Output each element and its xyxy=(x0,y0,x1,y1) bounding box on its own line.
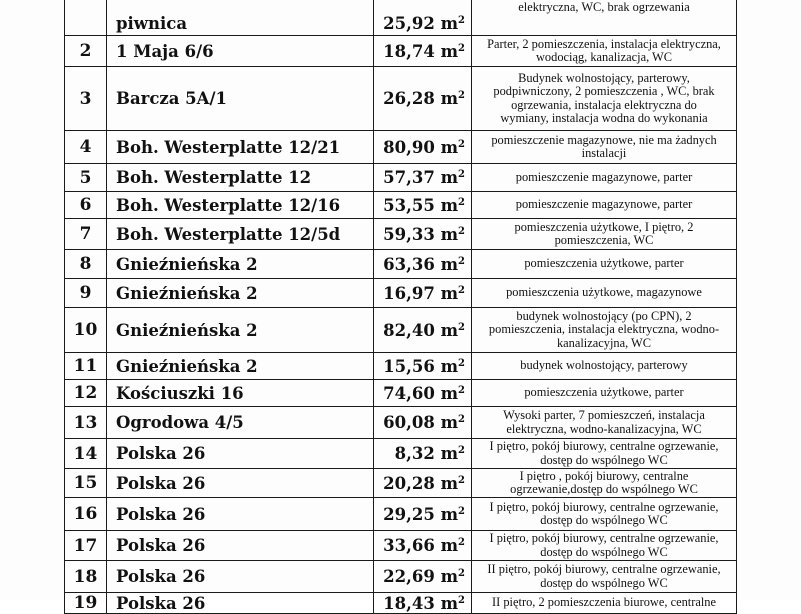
address-cell xyxy=(107,498,374,531)
description-cell xyxy=(472,531,737,561)
row-number-cell xyxy=(65,36,107,67)
area-unit: m xyxy=(440,593,459,613)
address-cell xyxy=(107,164,374,192)
area-unit-exp: 2 xyxy=(458,537,465,548)
area-unit-exp: 2 xyxy=(458,445,465,456)
area-value: 57,37 xyxy=(383,168,435,187)
row-number-cell xyxy=(65,308,107,353)
area-value: 18,43 xyxy=(383,593,435,613)
description-line: instalacji xyxy=(581,146,627,160)
row-number: 17 xyxy=(73,535,98,556)
table-row xyxy=(65,561,737,593)
area-cell xyxy=(374,250,472,279)
table-row xyxy=(65,531,737,561)
description-line: wymiany, instalacja wodna do wykonania xyxy=(500,111,708,125)
area-value: 82,40 xyxy=(383,320,435,340)
area-cell xyxy=(374,593,472,614)
table-row xyxy=(65,439,737,469)
area-unit-exp: 2 xyxy=(458,414,465,425)
area-unit: m xyxy=(440,168,459,187)
description-line: I piętro, pokój biurowy, centralne ogrzewanie, xyxy=(489,439,719,453)
row-number: 12 xyxy=(73,383,98,403)
area-unit-exp: 2 xyxy=(458,594,465,606)
description-line: pomieszczenia użytkowe, magazynowe xyxy=(506,285,702,300)
table-row xyxy=(65,192,737,219)
description-cell xyxy=(472,279,737,308)
fragment-label: piwnica xyxy=(116,13,188,33)
area-unit: m xyxy=(440,473,459,493)
area-cell xyxy=(374,67,472,131)
row-number-cell xyxy=(65,192,107,219)
area-cell xyxy=(374,164,472,192)
address-cell xyxy=(107,469,374,498)
description-line: dostęp do wspólnego WC xyxy=(540,513,668,527)
table-row xyxy=(65,279,737,308)
area-value: 29,25 xyxy=(383,504,435,524)
address-text: Barcza 5A/1 xyxy=(116,89,227,108)
row-number: 10 xyxy=(73,320,98,340)
address-text: Boh. Westerplatte 12/5d xyxy=(116,224,341,244)
row-number: 13 xyxy=(73,412,98,433)
description-line: pomieszczenia użytkowe, I piętro, 2 xyxy=(514,219,694,234)
row-number-cell xyxy=(65,353,107,380)
address-cell xyxy=(107,531,374,561)
area-unit-exp: 2 xyxy=(458,474,465,486)
area-unit: m xyxy=(440,254,459,274)
row-number-cell xyxy=(65,593,107,614)
address-text: Gnieźnieńska 2 xyxy=(116,320,258,340)
area-cell xyxy=(374,308,472,353)
row-number-cell xyxy=(65,131,107,164)
area-cell xyxy=(374,407,472,439)
row-number: 3 xyxy=(79,88,92,109)
area-cell xyxy=(374,561,472,593)
description-cell xyxy=(472,0,737,36)
address-text: Kościuszki 16 xyxy=(116,383,244,403)
area-cell xyxy=(374,531,472,561)
description-line: elektryczna, wodno-kanalizacyjna, WC xyxy=(506,421,702,436)
area-unit-exp: 2 xyxy=(458,196,465,208)
description-cell xyxy=(472,250,737,279)
description-line: dostęp do wspólnego WC xyxy=(540,452,668,467)
area-unit: m xyxy=(440,195,459,215)
table-row xyxy=(65,67,737,131)
address-text: 1 Maja 6/6 xyxy=(116,41,214,61)
area-value: 63,36 xyxy=(383,254,435,274)
table-row xyxy=(65,407,737,439)
description-line: Budynek wolnostojący, parterowy, xyxy=(518,70,690,85)
row-number: 2 xyxy=(79,41,92,61)
area-unit-exp: 2 xyxy=(458,568,465,579)
address-text: Ogrodowa 4/5 xyxy=(116,413,244,432)
address-cell xyxy=(107,67,374,131)
area-cell xyxy=(374,353,472,380)
area-unit: m xyxy=(440,13,459,33)
row-number: 19 xyxy=(73,593,98,613)
table-row xyxy=(65,308,737,353)
area-value: 33,66 xyxy=(383,536,435,555)
property-table xyxy=(64,0,737,614)
table-row xyxy=(65,250,737,279)
address-cell xyxy=(107,308,374,353)
fragment-desc: elektryczna, WC, brak ogrzewania xyxy=(518,0,690,15)
address-cell xyxy=(107,192,374,219)
area-unit-exp: 2 xyxy=(458,284,465,296)
description-line: pomieszczenia, instalacja elektryczna, wodno- xyxy=(488,322,720,337)
area-unit: m xyxy=(440,383,459,403)
description-cell xyxy=(472,439,737,469)
area-unit: m xyxy=(440,283,459,303)
fragment-area: 25,92 xyxy=(383,13,435,33)
area-unit-exp: 2 xyxy=(458,90,465,101)
area-cell xyxy=(374,0,472,36)
address-text: Gnieźnieńska 2 xyxy=(116,254,258,274)
row-number-cell xyxy=(65,498,107,531)
description-cell xyxy=(472,164,737,192)
description-line: Wysoki parter, 7 pomieszczeń, instalacja xyxy=(503,408,705,422)
description-cell xyxy=(472,407,737,439)
description-line: podpiwniczony, 2 pomieszczenia , WC, brak xyxy=(493,84,715,98)
area-unit-exp: 2 xyxy=(458,225,465,237)
address-text: Polska 26 xyxy=(116,473,206,493)
description-cell xyxy=(472,353,737,380)
row-number-cell xyxy=(65,531,107,561)
table-row xyxy=(65,131,737,164)
address-text: Gnieźnieńska 2 xyxy=(116,283,258,303)
area-unit-exp: 2 xyxy=(458,14,465,26)
row-number: 16 xyxy=(73,504,98,524)
area-unit: m xyxy=(440,567,459,586)
address-cell xyxy=(107,407,374,439)
description-cell xyxy=(472,67,737,131)
area-unit: m xyxy=(440,224,459,244)
address-cell xyxy=(107,593,374,614)
row-number-cell xyxy=(65,0,107,36)
row-number: 7 xyxy=(79,224,92,244)
address-text: Boh. Westerplatte 12/21 xyxy=(116,137,341,157)
description-line: pomieszczenia użytkowe, parter xyxy=(524,256,684,271)
area-value: 22,69 xyxy=(383,567,435,586)
table-row xyxy=(65,36,737,67)
area-cell xyxy=(374,498,472,531)
area-unit-exp: 2 xyxy=(458,321,465,333)
description-line: pomieszczenia użytkowe, parter xyxy=(524,385,684,400)
description-line: pomieszczenie magazynowe, parter xyxy=(515,197,693,212)
address-text: Polska 26 xyxy=(116,593,206,613)
row-number: 18 xyxy=(73,566,98,587)
area-cell xyxy=(374,279,472,308)
description-cell xyxy=(472,561,737,593)
row-number: 15 xyxy=(73,473,98,493)
address-text: Boh. Westerplatte 12 xyxy=(116,168,312,187)
table-row xyxy=(65,353,737,380)
description-cell xyxy=(472,593,737,614)
description-line: wodociąg, kanalizacja, WC xyxy=(535,50,672,64)
area-unit: m xyxy=(440,320,459,340)
area-unit-exp: 2 xyxy=(458,169,465,180)
description-cell xyxy=(472,380,737,407)
area-unit: m xyxy=(440,413,459,432)
row-number-cell xyxy=(65,469,107,498)
row-number: 5 xyxy=(79,167,92,188)
area-cell xyxy=(374,131,472,164)
description-cell xyxy=(472,308,737,353)
area-value: 60,08 xyxy=(383,413,435,432)
description-line: Parter, 2 pomieszczenia, instalacja elektryczna, xyxy=(487,36,721,51)
description-line: pomieszczenie magazynowe, nie ma żadnych xyxy=(491,132,717,147)
description-line: dostęp do wspólnego WC xyxy=(540,544,668,559)
area-unit: m xyxy=(440,41,459,61)
address-cell xyxy=(107,561,374,593)
address-text: Polska 26 xyxy=(116,567,206,586)
address-text: Polska 26 xyxy=(116,504,206,524)
address-text: Polska 26 xyxy=(116,444,206,463)
address-text: Boh. Westerplatte 12/16 xyxy=(116,195,341,215)
row-number: 14 xyxy=(73,443,98,464)
description-line: I piętro, pokój biurowy, centralne ogrzewanie, xyxy=(489,499,719,514)
row-number: 11 xyxy=(73,356,98,376)
area-value: 8,32 xyxy=(394,444,435,463)
table-row xyxy=(65,469,737,498)
area-value: 53,55 xyxy=(383,195,435,215)
area-unit-exp: 2 xyxy=(458,42,465,54)
area-cell xyxy=(374,469,472,498)
row-number: 6 xyxy=(79,195,92,215)
area-value: 26,28 xyxy=(383,89,435,108)
area-unit: m xyxy=(440,444,459,463)
area-value: 20,28 xyxy=(383,473,435,493)
area-unit: m xyxy=(440,137,459,157)
description-line: II piętro, pokój biurowy, centralne ogrzewanie, xyxy=(487,562,721,576)
description-line: pomieszczenia, WC xyxy=(554,233,654,247)
area-unit-exp: 2 xyxy=(458,384,465,396)
description-cell xyxy=(472,36,737,67)
area-unit-exp: 2 xyxy=(458,357,465,369)
row-number-cell xyxy=(65,380,107,407)
row-number-cell xyxy=(65,250,107,279)
description-line: budynek wolnostojący, parterowy xyxy=(520,358,688,373)
area-value: 74,60 xyxy=(383,383,435,403)
area-value: 18,74 xyxy=(383,41,435,61)
area-cell xyxy=(374,380,472,407)
row-number: 9 xyxy=(79,283,92,303)
area-unit: m xyxy=(440,89,459,108)
table-row xyxy=(65,164,737,192)
address-cell xyxy=(107,279,374,308)
description-line: budynek wolnostojący (po CPN), 2 xyxy=(516,308,692,323)
description-cell xyxy=(472,498,737,531)
table-row xyxy=(65,593,737,614)
area-cell xyxy=(374,219,472,250)
area-value: 80,90 xyxy=(383,137,435,157)
address-cell xyxy=(107,380,374,407)
row-number: 8 xyxy=(79,254,92,274)
address-cell xyxy=(107,131,374,164)
description-cell xyxy=(472,131,737,164)
row-number-cell xyxy=(65,407,107,439)
description-line: II piętro, 2 pomieszczenia biurowe, centralne xyxy=(492,595,716,610)
description-line: pomieszczenie magazynowe, parter xyxy=(515,169,693,184)
table-row xyxy=(65,380,737,407)
address-cell xyxy=(107,219,374,250)
row-number-cell xyxy=(65,279,107,308)
row-number-cell xyxy=(65,439,107,469)
area-cell xyxy=(374,439,472,469)
row-number-cell xyxy=(65,164,107,192)
property-table-body xyxy=(65,0,737,614)
description-line: kanalizacyjna, WC xyxy=(556,335,652,350)
area-unit: m xyxy=(440,356,459,376)
area-unit: m xyxy=(440,536,459,555)
description-line: dostęp do wspólnego WC xyxy=(540,575,668,590)
description-line: I piętro , pokój biurowy, centralne xyxy=(519,468,689,483)
area-unit-exp: 2 xyxy=(458,138,465,150)
table-row xyxy=(65,219,737,250)
address-cell xyxy=(107,353,374,380)
description-cell xyxy=(472,219,737,250)
address-cell xyxy=(107,250,374,279)
area-cell xyxy=(374,36,472,67)
area-value: 16,97 xyxy=(383,283,435,303)
area-cell xyxy=(374,192,472,219)
address-cell xyxy=(107,439,374,469)
address-cell xyxy=(107,36,374,67)
area-unit-exp: 2 xyxy=(458,505,465,517)
area-unit-exp: 2 xyxy=(458,255,465,267)
description-line: ogrzewania, instalacja elektryczna do xyxy=(511,97,697,112)
row-number: 4 xyxy=(79,137,92,157)
description-line: ogrzewanie,dostęp do wspólnego WC xyxy=(510,482,698,496)
description-line: I piętro, pokój biurowy, centralne ogrzewanie, xyxy=(489,531,719,545)
address-cell xyxy=(107,0,374,36)
area-value: 15,56 xyxy=(383,356,435,376)
address-text: Polska 26 xyxy=(116,536,206,555)
description-cell xyxy=(472,469,737,498)
description-cell xyxy=(472,192,737,219)
row-number-cell xyxy=(65,67,107,131)
address-text: Gnieźnieńska 2 xyxy=(116,356,258,376)
area-value: 59,33 xyxy=(383,224,435,244)
area-unit: m xyxy=(440,504,459,524)
row-number-cell xyxy=(65,219,107,250)
table-row-fragment xyxy=(65,0,737,36)
row-number-cell xyxy=(65,561,107,593)
table-row xyxy=(65,498,737,531)
